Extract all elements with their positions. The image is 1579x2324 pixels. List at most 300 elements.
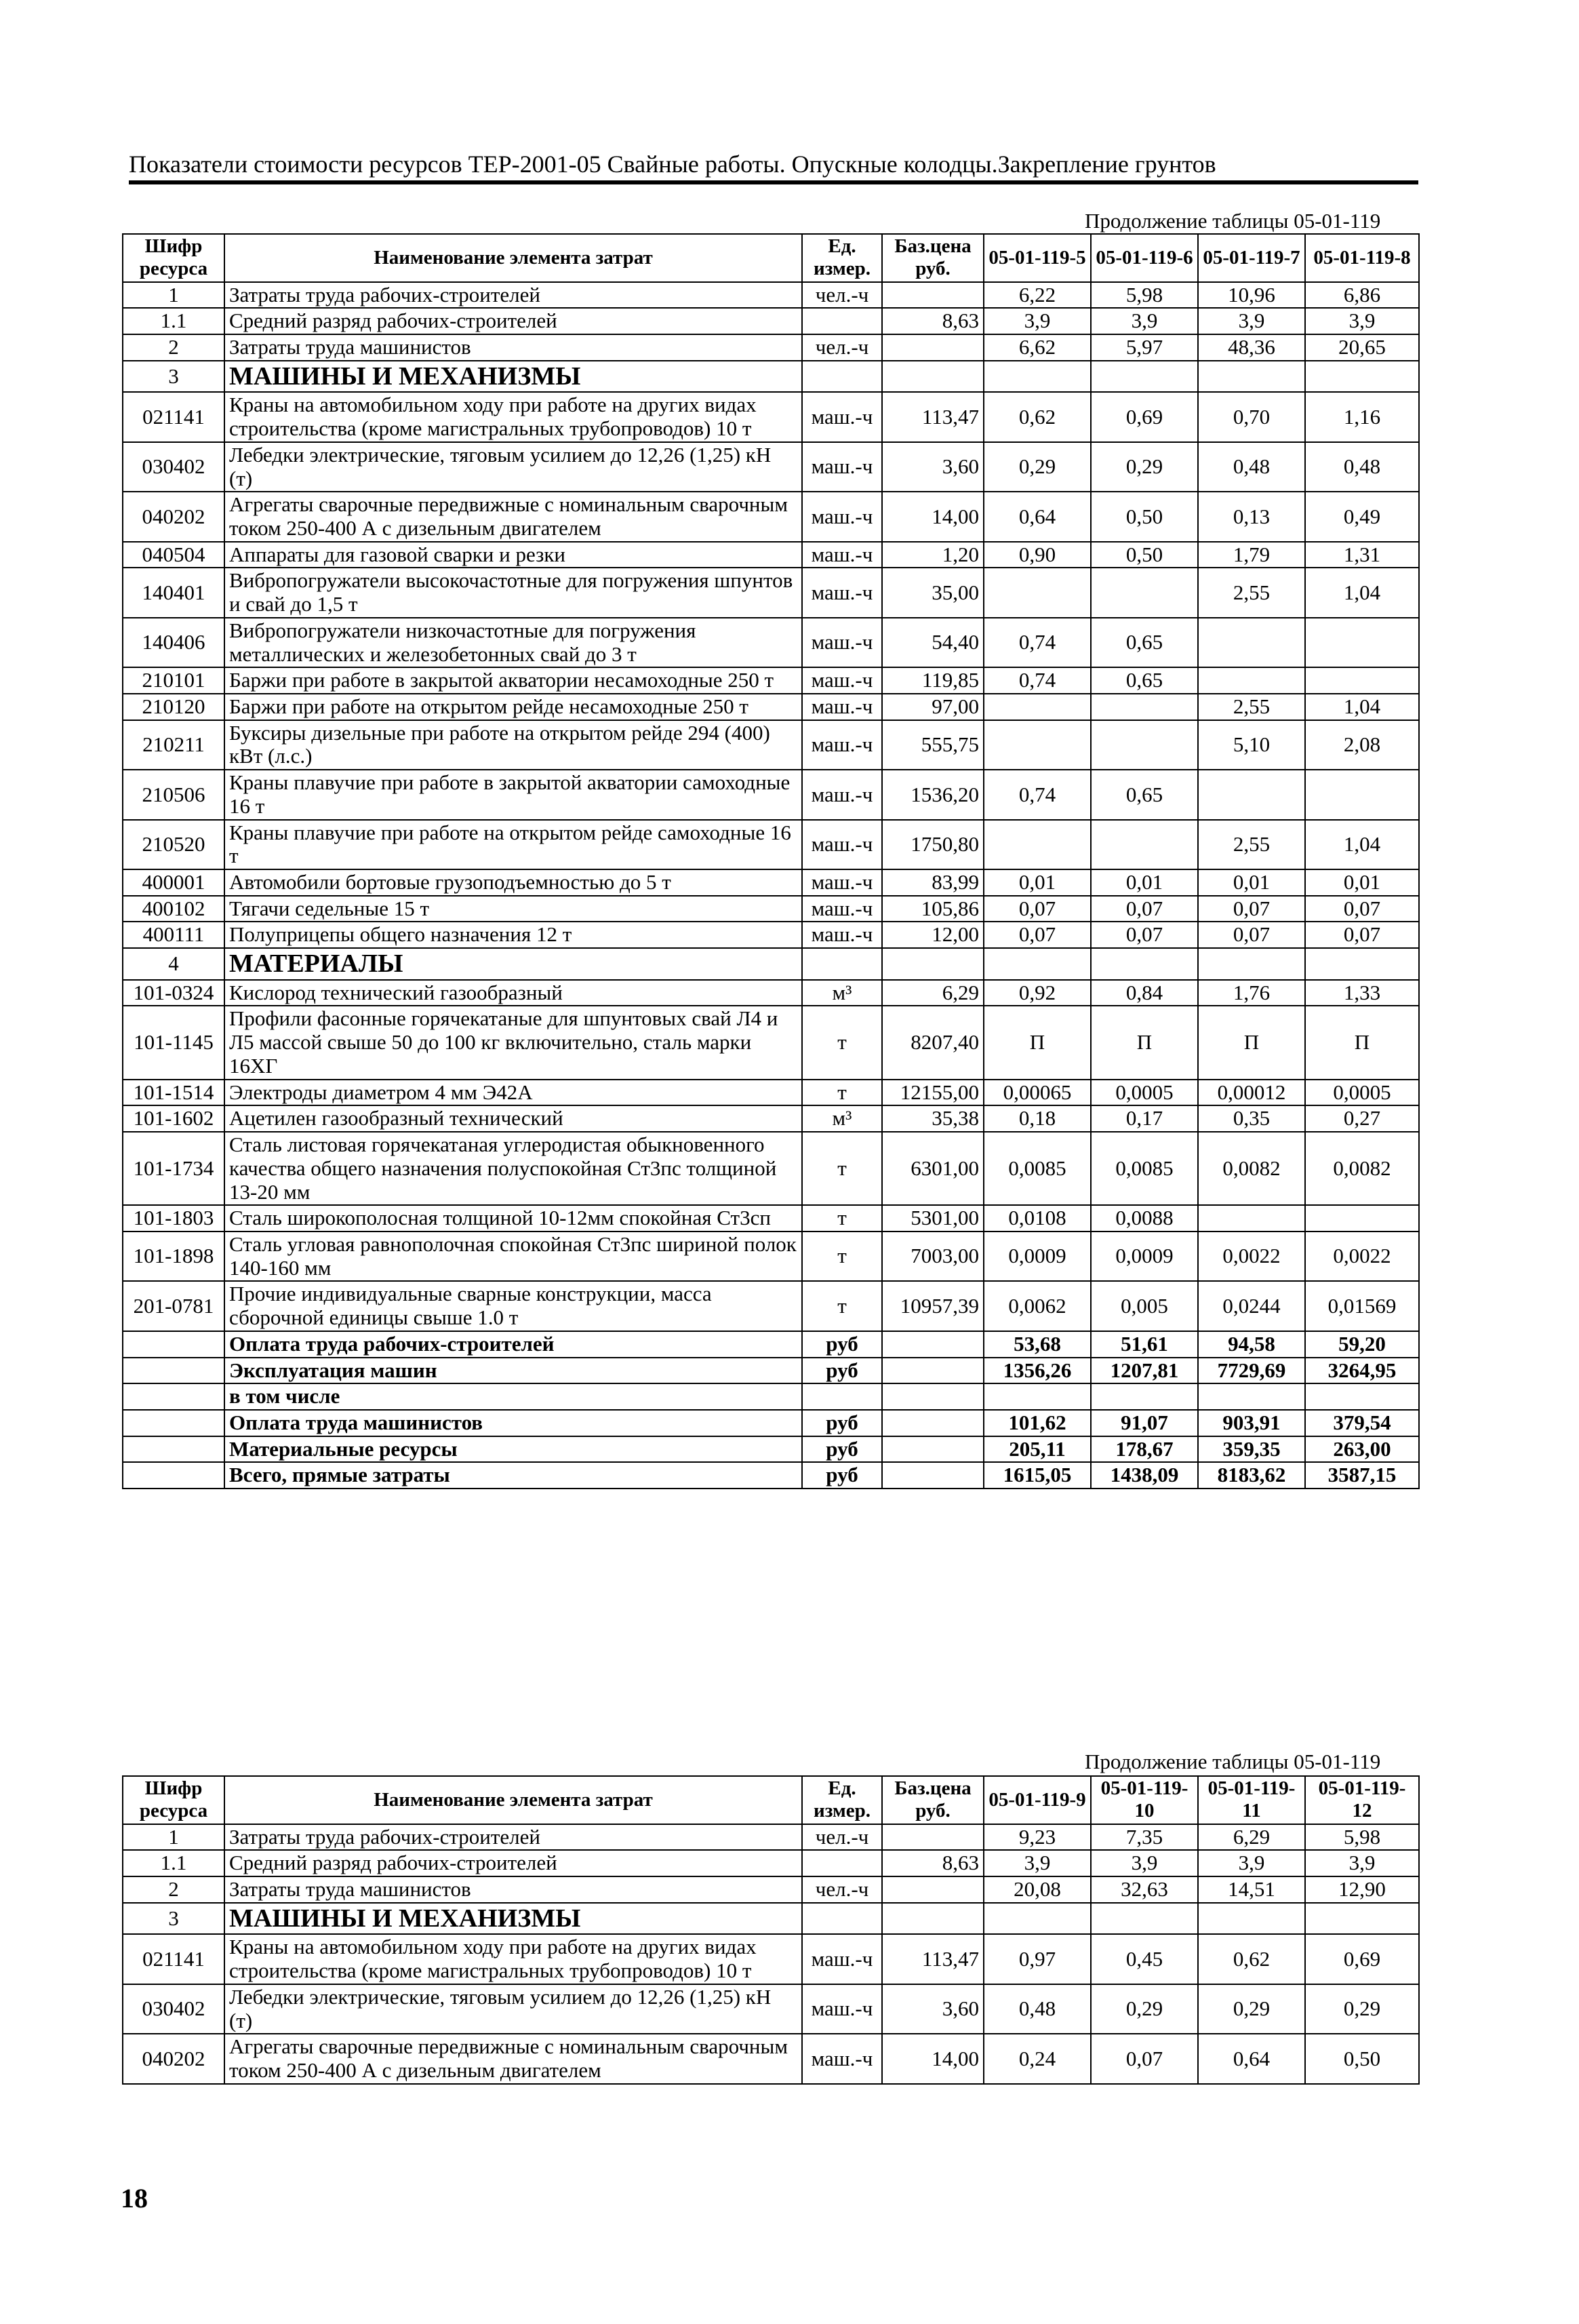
table-row — [123, 442, 1419, 492]
rate-value-cell: 3,9 — [1305, 1850, 1419, 1876]
column-header: 05-01-119-7 — [1198, 234, 1305, 282]
rate-value-cell: 0,0244 — [1198, 1281, 1305, 1331]
rate-value-cell: 0,92 — [984, 980, 1091, 1006]
rate-value-cell: 0,90 — [984, 542, 1091, 568]
cost-element-name-cell: Сталь листовая горячекатаная углеродистая обыкновенного качества общего назначения полуспокойная Ст3пс толщиной 13-20 мм — [224, 1132, 802, 1205]
rate-value-cell — [1198, 770, 1305, 819]
table-row — [123, 1080, 1419, 1106]
rate-value-cell — [1305, 1205, 1419, 1232]
table-row — [123, 1824, 1419, 1851]
rate-value-cell: 0,65 — [1091, 618, 1198, 667]
base-price-cell: 54,40 — [882, 618, 984, 667]
rate-value-cell — [984, 720, 1091, 770]
rate-value-cell: 0,50 — [1091, 542, 1198, 568]
table-row — [123, 1903, 1419, 1935]
rate-value-cell — [1091, 948, 1198, 980]
rate-value-cell — [1091, 361, 1198, 393]
rate-value-cell — [1091, 568, 1198, 617]
total-value-cell: 59,20 — [1305, 1331, 1419, 1358]
resource-code-cell: 210120 — [123, 694, 224, 720]
total-value-cell — [1091, 1383, 1198, 1410]
rate-value-cell — [1198, 361, 1305, 393]
table-row — [123, 980, 1419, 1006]
unit-cell — [802, 1383, 882, 1410]
cost-element-name-cell: Полуприцепы общего назначения 12 т — [224, 922, 802, 948]
rate-value-cell — [984, 694, 1091, 720]
unit-cell: руб — [802, 1331, 882, 1358]
rate-value-cell: 0,69 — [1091, 392, 1198, 441]
unit-cell — [802, 1850, 882, 1876]
rate-value-cell: 0,49 — [1305, 492, 1419, 541]
resource-code-cell: 021141 — [123, 1934, 224, 1984]
column-header: Наименование элемента затрат — [224, 234, 802, 282]
total-value-cell — [1305, 1383, 1419, 1410]
base-price-cell: 1750,80 — [882, 820, 984, 869]
unit-cell: маш.-ч — [802, 667, 882, 694]
empty-cell — [123, 1436, 224, 1463]
column-header: 05-01-119-6 — [1091, 234, 1198, 282]
rate-value-cell: 0,005 — [1091, 1281, 1198, 1331]
rate-value-cell: 0,64 — [1198, 2034, 1305, 2083]
rate-value-cell: 2,55 — [1198, 820, 1305, 869]
rate-value-cell: 0,29 — [1305, 1984, 1419, 2034]
rate-value-cell: 3,9 — [984, 1850, 1091, 1876]
rate-value-cell: 0,07 — [984, 896, 1091, 922]
base-price-cell: 8207,40 — [882, 1006, 984, 1079]
empty-cell — [123, 1410, 224, 1436]
rate-value-cell: 3,9 — [1091, 1850, 1198, 1876]
cost-element-name-cell: Краны на автомобильном ходу при работе на других видах строительства (кроме магистральных трубопроводов) 10 т — [224, 392, 802, 441]
cost-element-name-cell: Профили фасонные горячекатаные для шпунтовых свай Л4 и Л5 массой свыше 50 до 100 кг включительно, сталь марки 16ХГ — [224, 1006, 802, 1079]
base-price-cell — [882, 334, 984, 361]
rate-value-cell: 48,36 — [1198, 334, 1305, 361]
rate-value-cell — [1198, 618, 1305, 667]
rate-value-cell: 20,08 — [984, 1876, 1091, 1903]
cost-element-name-cell: Автомобили бортовые грузоподъемностью до 5 т — [224, 869, 802, 896]
column-header: Баз.цена руб. — [882, 234, 984, 282]
rate-value-cell: 0,45 — [1091, 1934, 1198, 1984]
rate-value-cell: 0,97 — [984, 1934, 1091, 1984]
unit-cell: маш.-ч — [802, 694, 882, 720]
total-label-cell: Оплата труда машинистов — [224, 1410, 802, 1436]
table1-caption: Продолжение таблицы 05-01-119 — [1085, 209, 1381, 233]
rate-value-cell: 0,01 — [1091, 869, 1198, 896]
table-row — [123, 948, 1419, 980]
rate-value-cell: 0,17 — [1091, 1105, 1198, 1132]
empty-cell — [123, 1462, 224, 1489]
base-price-cell: 12,00 — [882, 922, 984, 948]
table-row — [123, 896, 1419, 922]
base-price-cell: 8,63 — [882, 308, 984, 334]
unit-cell: маш.-ч — [802, 568, 882, 617]
total-label-cell: Материальные ресурсы — [224, 1436, 802, 1463]
rate-value-cell: 6,86 — [1305, 282, 1419, 309]
total-label-cell: Всего, прямые затраты — [224, 1462, 802, 1489]
rate-value-cell — [984, 948, 1091, 980]
rate-value-cell: 0,0009 — [984, 1232, 1091, 1281]
rate-value-cell: 2,08 — [1305, 720, 1419, 770]
total-row — [123, 1462, 1419, 1489]
total-value-cell: 53,68 — [984, 1331, 1091, 1358]
rate-value-cell: 10,96 — [1198, 282, 1305, 309]
unit-cell: чел.-ч — [802, 334, 882, 361]
rate-value-cell: 0,0082 — [1198, 1132, 1305, 1205]
base-price-cell — [882, 948, 984, 980]
base-price-cell: 119,85 — [882, 667, 984, 694]
base-price-cell: 6301,00 — [882, 1132, 984, 1205]
rate-value-cell: 5,97 — [1091, 334, 1198, 361]
cost-element-name-cell: Затраты труда рабочих-строителей — [224, 1824, 802, 1851]
cost-element-name-cell: Краны плавучие при работе в закрытой акватории самоходные 16 т — [224, 770, 802, 819]
cost-element-name-cell: Агрегаты сварочные передвижные с номинальным сварочным током 250-400 А с дизельным двигателем — [224, 492, 802, 541]
rate-value-cell: 0,48 — [1305, 442, 1419, 492]
unit-cell: чел.-ч — [802, 1824, 882, 1851]
base-price-cell: 3,60 — [882, 1984, 984, 2034]
rate-value-cell: П — [984, 1006, 1091, 1079]
rate-value-cell: 0,74 — [984, 618, 1091, 667]
rate-value-cell: 5,10 — [1198, 720, 1305, 770]
rate-value-cell: 0,65 — [1091, 667, 1198, 694]
resource-code-cell: 040504 — [123, 542, 224, 568]
column-header: Ед. измер. — [802, 234, 882, 282]
rate-value-cell: 0,48 — [984, 1984, 1091, 2034]
resource-code-cell: 3 — [123, 361, 224, 393]
cost-element-name-cell: Затраты труда рабочих-строителей — [224, 282, 802, 309]
rate-value-cell: 3,9 — [984, 308, 1091, 334]
table-row — [123, 922, 1419, 948]
rate-value-cell: 6,29 — [1198, 1824, 1305, 1851]
rate-value-cell: 0,0062 — [984, 1281, 1091, 1331]
cost-element-name-cell: Кислород технический газообразный — [224, 980, 802, 1006]
rate-value-cell: 0,62 — [1198, 1934, 1305, 1984]
rate-value-cell: 6,62 — [984, 334, 1091, 361]
cost-element-name-cell: Лебедки электрические, тяговым усилием до 12,26 (1,25) кН (т) — [224, 1984, 802, 2034]
total-row — [123, 1383, 1419, 1410]
total-value-cell: 263,00 — [1305, 1436, 1419, 1463]
column-header: 05-01-119-12 — [1305, 1776, 1419, 1824]
resource-code-cell: 040202 — [123, 492, 224, 541]
table-row — [123, 1850, 1419, 1876]
rate-value-cell: 0,0085 — [1091, 1132, 1198, 1205]
table-row — [123, 308, 1419, 334]
total-value-cell — [984, 1383, 1091, 1410]
rate-value-cell: 9,23 — [984, 1824, 1091, 1851]
column-header: 05-01-119-8 — [1305, 234, 1419, 282]
column-header: 05-01-119-9 — [984, 1776, 1091, 1824]
table-row — [123, 1984, 1419, 2034]
resource-code-cell: 140406 — [123, 618, 224, 667]
total-value-cell: 178,67 — [1091, 1436, 1198, 1463]
unit-cell: т — [802, 1205, 882, 1232]
resource-code-cell: 040202 — [123, 2034, 224, 2083]
rate-value-cell: 0,48 — [1198, 442, 1305, 492]
empty-cell — [882, 1331, 984, 1358]
rate-value-cell: 0,07 — [1305, 922, 1419, 948]
table-row — [123, 1934, 1419, 1984]
column-header: 05-01-119-5 — [984, 234, 1091, 282]
resource-code-cell: 021141 — [123, 392, 224, 441]
unit-cell — [802, 361, 882, 393]
table-row — [123, 2034, 1419, 2083]
base-price-cell: 1536,20 — [882, 770, 984, 819]
table-row — [123, 667, 1419, 694]
total-row — [123, 1331, 1419, 1358]
resource-code-cell: 140401 — [123, 568, 224, 617]
rate-value-cell: П — [1198, 1006, 1305, 1079]
rate-value-cell: 1,16 — [1305, 392, 1419, 441]
resource-code-cell: 1 — [123, 282, 224, 309]
base-price-cell — [882, 1876, 984, 1903]
table-row — [123, 770, 1419, 819]
unit-cell: руб — [802, 1436, 882, 1463]
base-price-cell — [882, 1824, 984, 1851]
resource-code-cell: 1.1 — [123, 308, 224, 334]
rate-value-cell — [1198, 1205, 1305, 1232]
base-price-cell: 35,38 — [882, 1105, 984, 1132]
rate-value-cell: 0,50 — [1091, 492, 1198, 541]
rate-value-cell: 0,0022 — [1198, 1232, 1305, 1281]
cost-element-name-cell: Краны плавучие при работе на открытом рейде самоходные 16 т — [224, 820, 802, 869]
rate-value-cell: 1,33 — [1305, 980, 1419, 1006]
rate-value-cell: 12,90 — [1305, 1876, 1419, 1903]
total-value-cell: 3264,95 — [1305, 1358, 1419, 1384]
cost-table-1 — [122, 233, 1420, 1489]
rate-value-cell: 0,29 — [1091, 442, 1198, 492]
rate-value-cell — [1091, 694, 1198, 720]
rate-value-cell — [1305, 667, 1419, 694]
rate-value-cell — [1198, 1903, 1305, 1935]
rate-value-cell: 1,04 — [1305, 820, 1419, 869]
unit-cell: маш.-ч — [802, 618, 882, 667]
column-header: Наименование элемента затрат — [224, 1776, 802, 1824]
rate-value-cell: 5,98 — [1091, 282, 1198, 309]
total-value-cell: 101,62 — [984, 1410, 1091, 1436]
total-row — [123, 1410, 1419, 1436]
rate-value-cell: 0,0005 — [1305, 1080, 1419, 1106]
table-row — [123, 492, 1419, 541]
total-value-cell: 91,07 — [1091, 1410, 1198, 1436]
rate-value-cell: 0,0085 — [984, 1132, 1091, 1205]
rate-value-cell: 1,79 — [1198, 542, 1305, 568]
rate-value-cell: 32,63 — [1091, 1876, 1198, 1903]
rate-value-cell: 0,00065 — [984, 1080, 1091, 1106]
cost-element-name-cell: Тягачи седельные 15 т — [224, 896, 802, 922]
column-header: Шифр ресурса — [123, 234, 224, 282]
base-price-cell: 10957,39 — [882, 1281, 984, 1331]
column-header: 05-01-119-10 — [1091, 1776, 1198, 1824]
table-row — [123, 1006, 1419, 1079]
total-value-cell: 359,35 — [1198, 1436, 1305, 1463]
table-row — [123, 618, 1419, 667]
cost-element-name-cell: Сталь широкополосная толщиной 10-12мм спокойная Ст3сп — [224, 1205, 802, 1232]
rate-value-cell: 0,29 — [1198, 1984, 1305, 2034]
empty-cell — [123, 1358, 224, 1384]
rate-value-cell: 0,74 — [984, 667, 1091, 694]
rate-value-cell: 0,0009 — [1091, 1232, 1198, 1281]
rate-value-cell: 0,07 — [1091, 2034, 1198, 2083]
cost-element-name-cell: МАШИНЫ И МЕХАНИЗМЫ — [224, 1903, 802, 1935]
base-price-cell: 7003,00 — [882, 1232, 984, 1281]
resource-code-cell: 101-1803 — [123, 1205, 224, 1232]
unit-cell: маш.-ч — [802, 542, 882, 568]
resource-code-cell: 2 — [123, 1876, 224, 1903]
rate-value-cell: 0,35 — [1198, 1105, 1305, 1132]
page-header-title: Показатели стоимости ресурсов ТЕР-2001-05 Свайные работы. Опускные колодцы.Закрепление грунтов — [129, 151, 1216, 178]
total-label-cell: в том числе — [224, 1383, 802, 1410]
column-header: Ед. измер. — [802, 1776, 882, 1824]
rate-value-cell — [1305, 1903, 1419, 1935]
resource-code-cell: 1 — [123, 1824, 224, 1851]
rate-value-cell: 0,84 — [1091, 980, 1198, 1006]
empty-cell — [882, 1410, 984, 1436]
resource-code-cell: 101-1514 — [123, 1080, 224, 1106]
unit-cell — [802, 308, 882, 334]
table-row — [123, 542, 1419, 568]
unit-cell: руб — [802, 1462, 882, 1489]
resource-code-cell: 030402 — [123, 442, 224, 492]
rate-value-cell: 1,04 — [1305, 568, 1419, 617]
rate-value-cell — [1198, 667, 1305, 694]
rate-value-cell: П — [1305, 1006, 1419, 1079]
rate-value-cell: 0,13 — [1198, 492, 1305, 541]
unit-cell: маш.-ч — [802, 492, 882, 541]
total-value-cell: 8183,62 — [1198, 1462, 1305, 1489]
rate-value-cell: 0,65 — [1091, 770, 1198, 819]
rate-value-cell — [984, 361, 1091, 393]
unit-cell: т — [802, 1281, 882, 1331]
cost-table-2 — [122, 1775, 1420, 2085]
total-value-cell: 1615,05 — [984, 1462, 1091, 1489]
rate-value-cell — [1198, 948, 1305, 980]
cost-element-name-cell: Средний разряд рабочих-строителей — [224, 1850, 802, 1876]
rate-value-cell — [984, 820, 1091, 869]
table-row — [123, 334, 1419, 361]
empty-cell — [123, 1331, 224, 1358]
base-price-cell: 83,99 — [882, 869, 984, 896]
cost-element-name-cell: МАШИНЫ И МЕХАНИЗМЫ — [224, 361, 802, 393]
unit-cell: маш.-ч — [802, 1934, 882, 1984]
table-row — [123, 361, 1419, 393]
rate-value-cell: П — [1091, 1006, 1198, 1079]
unit-cell: т — [802, 1006, 882, 1079]
total-row — [123, 1358, 1419, 1384]
resource-code-cell: 101-1734 — [123, 1132, 224, 1205]
resource-code-cell: 101-1602 — [123, 1105, 224, 1132]
rate-value-cell: 0,0108 — [984, 1205, 1091, 1232]
rate-value-cell: 20,65 — [1305, 334, 1419, 361]
resource-code-cell: 400111 — [123, 922, 224, 948]
base-price-cell — [882, 1903, 984, 1935]
unit-cell: руб — [802, 1410, 882, 1436]
rate-value-cell — [1305, 361, 1419, 393]
unit-cell — [802, 1903, 882, 1935]
page-number: 18 — [121, 2183, 148, 2213]
total-label-cell: Эксплуатация машин — [224, 1358, 802, 1384]
rate-value-cell: 7,35 — [1091, 1824, 1198, 1851]
resource-code-cell: 400102 — [123, 896, 224, 922]
cost-element-name-cell: Агрегаты сварочные передвижные с номинальным сварочным током 250-400 А с дизельным двигателем — [224, 2034, 802, 2083]
table-row — [123, 1281, 1419, 1331]
rate-value-cell: 0,74 — [984, 770, 1091, 819]
resource-code-cell: 201-0781 — [123, 1281, 224, 1331]
rate-value-cell — [1305, 948, 1419, 980]
base-price-cell — [882, 361, 984, 393]
base-price-cell: 6,29 — [882, 980, 984, 1006]
cost-element-name-cell: Вибропогружатели высокочастотные для погружения шпунтов и свай до 1,5 т — [224, 568, 802, 617]
rate-value-cell — [984, 568, 1091, 617]
base-price-cell: 12155,00 — [882, 1080, 984, 1106]
cost-element-name-cell: Сталь угловая равнополочная спокойная Ст3пс шириной полок 140-160 мм — [224, 1232, 802, 1281]
total-value-cell: 7729,69 — [1198, 1358, 1305, 1384]
rate-value-cell: 3,9 — [1305, 308, 1419, 334]
rate-value-cell: 3,9 — [1198, 308, 1305, 334]
table-row — [123, 1205, 1419, 1232]
resource-code-cell: 210506 — [123, 770, 224, 819]
table-row — [123, 869, 1419, 896]
resource-code-cell: 210101 — [123, 667, 224, 694]
resource-code-cell: 210520 — [123, 820, 224, 869]
rate-value-cell: 0,24 — [984, 2034, 1091, 2083]
rate-value-cell: 0,50 — [1305, 2034, 1419, 2083]
cost-element-name-cell: Прочие индивидуальные сварные конструкции, масса сборочной единицы свыше 1.0 т — [224, 1281, 802, 1331]
rate-value-cell: 1,31 — [1305, 542, 1419, 568]
total-value-cell: 1356,26 — [984, 1358, 1091, 1384]
base-price-cell: 14,00 — [882, 2034, 984, 2083]
base-price-cell: 35,00 — [882, 568, 984, 617]
total-value-cell: 379,54 — [1305, 1410, 1419, 1436]
base-price-cell: 14,00 — [882, 492, 984, 541]
total-label-cell: Оплата труда рабочих-строителей — [224, 1331, 802, 1358]
column-header: Баз.цена руб. — [882, 1776, 984, 1824]
rate-value-cell: 0,01 — [984, 869, 1091, 896]
resource-code-cell: 2 — [123, 334, 224, 361]
table2-caption: Продолжение таблицы 05-01-119 — [1085, 1750, 1381, 1773]
base-price-cell — [882, 282, 984, 309]
cost-element-name-cell: Средний разряд рабочих-строителей — [224, 308, 802, 334]
unit-cell: маш.-ч — [802, 392, 882, 441]
cost-element-name-cell: Баржи при работе на открытом рейде несамоходные 250 т — [224, 694, 802, 720]
total-value-cell — [1198, 1383, 1305, 1410]
table-row — [123, 1132, 1419, 1205]
cost-element-name-cell: Затраты труда машинистов — [224, 334, 802, 361]
total-value-cell: 3587,15 — [1305, 1462, 1419, 1489]
rate-value-cell: 0,07 — [1198, 922, 1305, 948]
empty-cell — [882, 1462, 984, 1489]
rate-value-cell: 0,00012 — [1198, 1080, 1305, 1106]
rate-value-cell: 0,07 — [1198, 896, 1305, 922]
total-value-cell: 205,11 — [984, 1436, 1091, 1463]
rate-value-cell: 0,01569 — [1305, 1281, 1419, 1331]
cost-element-name-cell: Вибропогружатели низкочастотные для погружения металлических и железобетонных свай до 3 т — [224, 618, 802, 667]
rate-value-cell: 0,0082 — [1305, 1132, 1419, 1205]
base-price-cell: 113,47 — [882, 1934, 984, 1984]
empty-cell — [882, 1383, 984, 1410]
unit-cell: маш.-ч — [802, 820, 882, 869]
rate-value-cell — [1091, 720, 1198, 770]
total-value-cell: 1438,09 — [1091, 1462, 1198, 1489]
cost-element-name-cell: Краны на автомобильном ходу при работе на других видах строительства (кроме магистральных трубопроводов) 10 т — [224, 1934, 802, 1984]
base-price-cell: 8,63 — [882, 1850, 984, 1876]
table-row — [123, 820, 1419, 869]
rate-value-cell: 0,29 — [984, 442, 1091, 492]
rate-value-cell: 0,27 — [1305, 1105, 1419, 1132]
rate-value-cell: 2,55 — [1198, 568, 1305, 617]
unit-cell: маш.-ч — [802, 442, 882, 492]
rate-value-cell: 0,0022 — [1305, 1232, 1419, 1281]
total-value-cell: 51,61 — [1091, 1331, 1198, 1358]
unit-cell: маш.-ч — [802, 869, 882, 896]
rate-value-cell — [1091, 820, 1198, 869]
